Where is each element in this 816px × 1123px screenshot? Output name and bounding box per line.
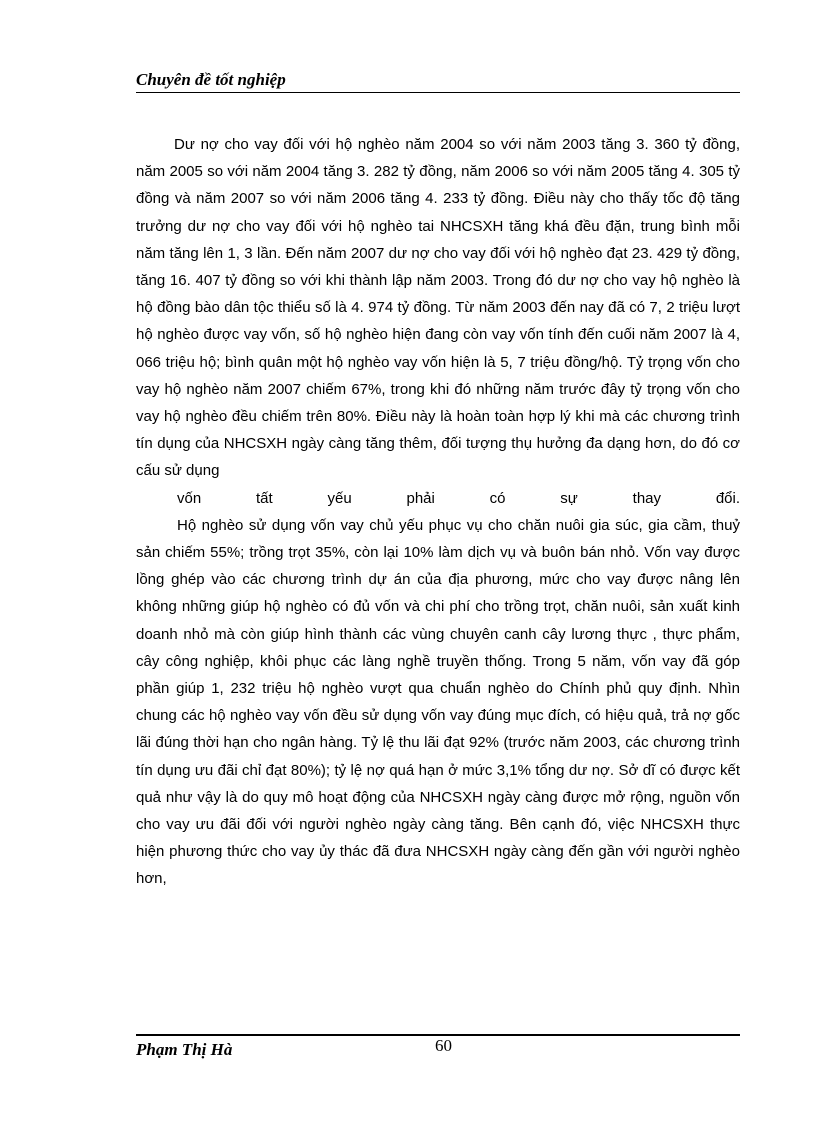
header-divider (136, 92, 740, 93)
paragraph-1: Dư nợ cho vay đối với hộ nghèo năm 2004 so với năm 2003 tăng 3. 360 tỷ đồng, năm 2005 so với năm 2004 tăng 3. 282 tỷ đồng, năm 2006 so với năm 2005 tăng 4. 305 tỷ đồng và năm 2007 so với năm 2006 tăng 4. 233 tỷ đồng. Điều này cho thấy tốc độ tăng trưởng dư nợ cho vay đối với hộ nghèo tai NHCSXH tăng khá đều đặn, trung bình mỗi năm tăng lên 1, 3 lần. Đến năm 2007 dư nợ cho vay đối với hộ nghèo đạt 23. 429 tỷ đồng, tăng 16. 407 tỷ đồng so với khi thành lập năm 2003. Trong đó dư nợ cho vay hộ nghèo là hộ đồng bào dân tộc thiểu số là 4. 974 tỷ đồng. Từ năm 2003 đến nay đã có 7, 2 triệu lượt hộ nghèo được vay vốn, số hộ nghèo hiện đang còn vay vốn tính đến cuối năm 2007 là 4, 066 triệu hộ; bình quân một hộ nghèo vay vốn hiện là 5, 7 triệu đồng/hộ. Tỷ trọng vốn cho vay hộ nghèo năm 2007 chiếm 67%, trong khi đó những năm trước đây tỷ trọng vốn cho vay hộ nghèo đều chiếm trên 80%. Điều này là hoàn toàn hợp lý khi mà các chương trình tín dụng của NHCSXH ngày càng tăng thêm, đối tượng thụ hưởng đa dạng hơn, do đó cơ cấu sử dụng (136, 136, 740, 480)
body-text (136, 131, 740, 893)
paragraph-2: Hộ nghèo sử dụng vốn vay chủ yếu phục vụ cho chăn nuôi gia súc, gia cầm, thuỷ sản chiếm 55%; trồng trọt 35%, còn lại 10% làm dịch vụ và buôn bán nhỏ. Vốn vay được lồng ghép vào các chương trình dự án của địa phương, mức cho vay được nâng lên không những giúp hộ nghèo có đủ vốn và chi phí cho trồng trọt, chăn nuôi, sản xuất kinh doanh nhỏ mà còn giúp hình thành các vùng chuyên canh cây lương thực , thực phẩm, cây công nghiệp, khôi phục các làng nghề truyền thống. Trong 5 năm, vốn vay đã góp phần giúp 1, 232 triệu hộ nghèo vượt qua chuẩn nghèo do Chính phủ quy định. Nhìn chung các hộ nghèo vay vốn đều sử dụng vốn vay đúng mục đích, có hiệu quả, trả nợ gốc lãi đúng thời hạn cho ngân hàng. Tỷ lệ thu lãi đạt 92% (trước năm 2003, các chương trình tín dụng ưu đãi chỉ đạt 80%); tỷ lệ nợ quá hạn ở mức 3,1% tổng dư nợ. Sở dĩ có được kết quả như vậy là do quy mô hoạt động của NHCSXH ngày càng được mở rộng, nguồn vốn cho vay ưu đãi đối với người nghèo ngày càng tăng. Bên cạnh đó, việc NHCSXH thực hiện phương thức cho vay ủy thác đã đưa NHCSXH ngày càng đến gần với người nghèo hơn, (136, 516, 740, 888)
page-number: 60 (435, 1036, 452, 1055)
paragraph-1-last-line: vốn tất yếu phải có sự thay đổi. (177, 489, 740, 507)
page-header-title: Chuyên đề tốt nghiệp (136, 70, 286, 89)
footer-author: Phạm Thị Hà (136, 1040, 233, 1059)
